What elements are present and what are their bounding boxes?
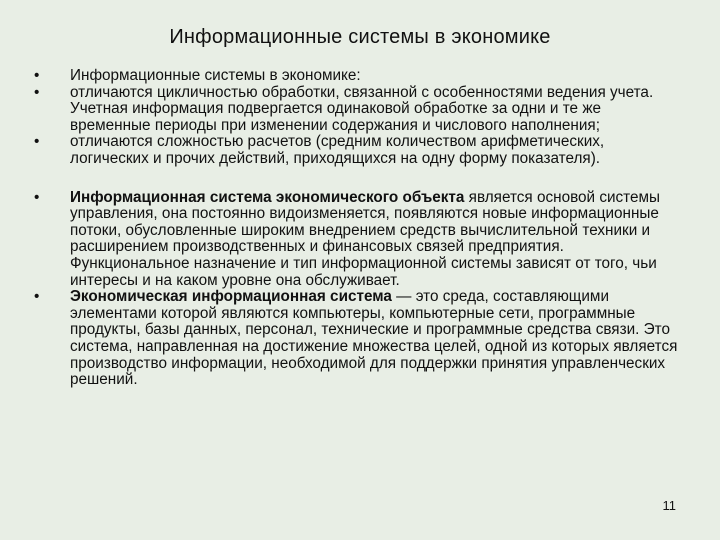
list-item [34, 289, 684, 389]
slide-title: Информационные системы в экономике [169, 26, 551, 48]
list-item-text: отличаются цикличностью обработки, связанной с особенностями ведения учета. Учетная информация подвергается одинаковой обработке за одни и те же временные периоды при изменении содержания и числового наполнения; [70, 83, 654, 134]
list-item [34, 68, 684, 85]
list-item-text: — это среда, составляющими элементами которой являются компьютеры, компьютерные сети, программные продукты, базы данных, персонал, технические и программные средства связи. Это система, направленная на достижение множества целей, одной из которых является производство информации, необходимой для поддержки принятия управленческих решений. [70, 288, 678, 389]
bullet-icon: • [34, 188, 40, 206]
spacer [34, 168, 684, 190]
bullet-icon: • [34, 83, 40, 101]
term-bold: Информационная система экономического объекта [70, 188, 465, 206]
list-item-text: Информационные системы в экономике: [70, 67, 361, 84]
page-number: 11 [662, 498, 676, 513]
list-item-text: отличаются сложностью расчетов (средним количеством арифметических, логических и прочих действий, приходящихся на одну форму показателя). [70, 133, 605, 167]
list-item [34, 134, 684, 167]
list-item-text: является основой системы управления, она постоянно видоизменяется, появляются новые информационные потоки, обусловленные широким внедрением средств вычислительной техники и расширением производственных и финансовых связей предприятия. Функциональное назначение и тип информационной системы зависят от того, чьи интересы и на каком уровне она обслуживает. [70, 188, 661, 289]
term-bold: Экономическая информационная система [70, 288, 392, 306]
bullet-icon: • [34, 288, 40, 306]
bullet-list [34, 68, 684, 389]
bullet-icon: • [34, 133, 40, 151]
list-item [34, 190, 684, 290]
bullet-icon: • [34, 67, 40, 84]
list-item [34, 85, 684, 135]
